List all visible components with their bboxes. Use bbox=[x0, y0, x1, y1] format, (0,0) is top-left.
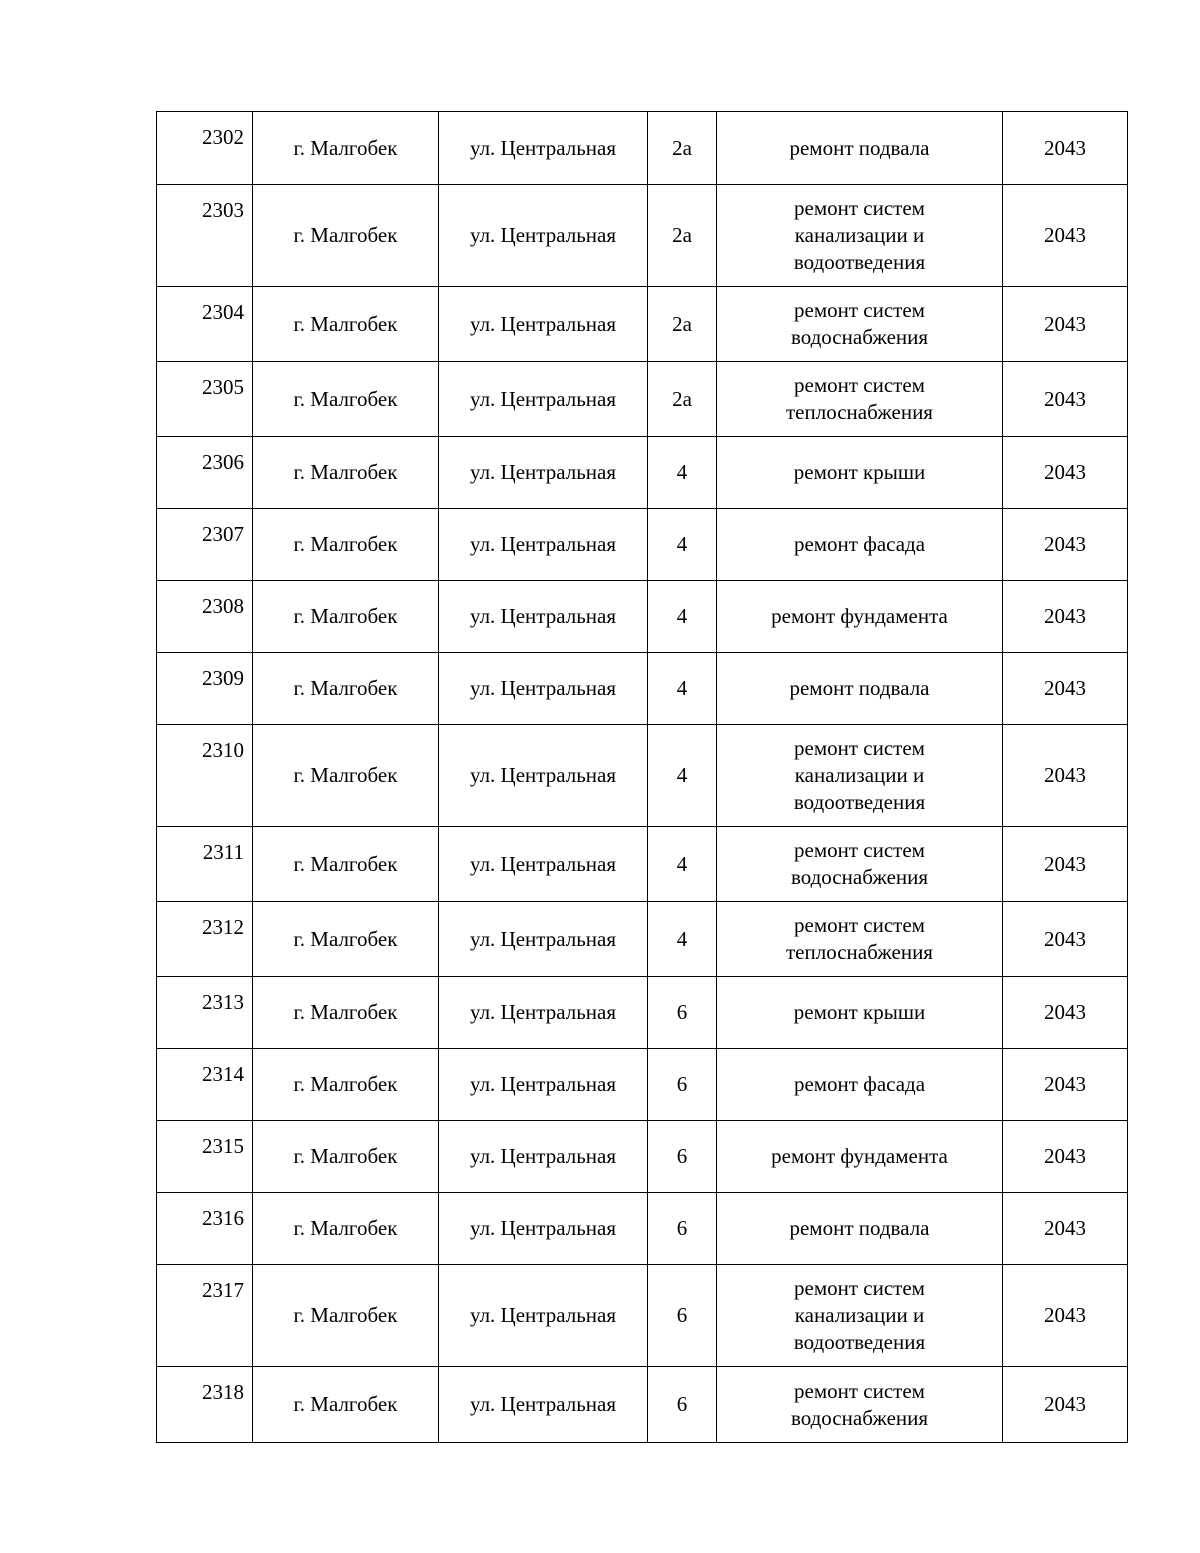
year-cell: 2043 bbox=[1003, 1367, 1128, 1443]
work-type-cell: ремонт систем водоснабжения bbox=[717, 287, 1003, 362]
table-row bbox=[157, 509, 1128, 581]
row-number: 2307 bbox=[157, 509, 253, 581]
work-type-cell: ремонт систем водоснабжения bbox=[717, 827, 1003, 902]
year-cell: 2043 bbox=[1003, 902, 1128, 977]
city-cell: г. Малгобек bbox=[253, 437, 439, 509]
house-cell: 6 bbox=[648, 1049, 717, 1121]
work-type-cell: ремонт систем теплоснабжения bbox=[717, 362, 1003, 437]
table-row bbox=[157, 185, 1128, 287]
street-cell: ул. Центральная bbox=[439, 1265, 648, 1367]
house-cell: 4 bbox=[648, 902, 717, 977]
city-cell: г. Малгобек bbox=[253, 1367, 439, 1443]
work-type-cell: ремонт подвала bbox=[717, 112, 1003, 185]
row-number: 2302 bbox=[157, 112, 253, 185]
work-type-cell: ремонт фасада bbox=[717, 1049, 1003, 1121]
table-row bbox=[157, 1049, 1128, 1121]
house-cell: 6 bbox=[648, 1121, 717, 1193]
house-cell: 4 bbox=[648, 509, 717, 581]
row-number: 2308 bbox=[157, 581, 253, 653]
house-cell: 4 bbox=[648, 581, 717, 653]
city-cell: г. Малгобек bbox=[253, 112, 439, 185]
work-type-cell: ремонт систем водоснабжения bbox=[717, 1367, 1003, 1443]
year-cell: 2043 bbox=[1003, 653, 1128, 725]
work-type-cell: ремонт систем канализации и водоотведения bbox=[717, 725, 1003, 827]
table-row bbox=[157, 112, 1128, 185]
street-cell: ул. Центральная bbox=[439, 653, 648, 725]
street-cell: ул. Центральная bbox=[439, 977, 648, 1049]
city-cell: г. Малгобек bbox=[253, 1121, 439, 1193]
row-number: 2316 bbox=[157, 1193, 253, 1265]
table-row bbox=[157, 1121, 1128, 1193]
table-row bbox=[157, 902, 1128, 977]
house-cell: 2а bbox=[648, 185, 717, 287]
table-row bbox=[157, 827, 1128, 902]
row-number: 2305 bbox=[157, 362, 253, 437]
work-type-cell: ремонт подвала bbox=[717, 1193, 1003, 1265]
house-cell: 2а bbox=[648, 362, 717, 437]
house-cell: 4 bbox=[648, 437, 717, 509]
street-cell: ул. Центральная bbox=[439, 185, 648, 287]
city-cell: г. Малгобек bbox=[253, 1049, 439, 1121]
city-cell: г. Малгобек bbox=[253, 509, 439, 581]
table-row bbox=[157, 1367, 1128, 1443]
year-cell: 2043 bbox=[1003, 1265, 1128, 1367]
row-number: 2317 bbox=[157, 1265, 253, 1367]
city-cell: г. Малгобек bbox=[253, 902, 439, 977]
repair-schedule-table bbox=[156, 111, 1128, 1443]
work-type-cell: ремонт фундамента bbox=[717, 1121, 1003, 1193]
year-cell: 2043 bbox=[1003, 509, 1128, 581]
year-cell: 2043 bbox=[1003, 362, 1128, 437]
street-cell: ул. Центральная bbox=[439, 581, 648, 653]
row-number: 2315 bbox=[157, 1121, 253, 1193]
year-cell: 2043 bbox=[1003, 827, 1128, 902]
street-cell: ул. Центральная bbox=[439, 902, 648, 977]
house-cell: 2а bbox=[648, 287, 717, 362]
table-row bbox=[157, 581, 1128, 653]
work-type-cell: ремонт подвала bbox=[717, 653, 1003, 725]
row-number: 2314 bbox=[157, 1049, 253, 1121]
table-row bbox=[157, 1265, 1128, 1367]
city-cell: г. Малгобек bbox=[253, 581, 439, 653]
work-type-cell: ремонт фундамента bbox=[717, 581, 1003, 653]
row-number: 2311 bbox=[157, 827, 253, 902]
street-cell: ул. Центральная bbox=[439, 362, 648, 437]
street-cell: ул. Центральная bbox=[439, 287, 648, 362]
row-number: 2303 bbox=[157, 185, 253, 287]
year-cell: 2043 bbox=[1003, 1049, 1128, 1121]
city-cell: г. Малгобек bbox=[253, 1193, 439, 1265]
row-number: 2313 bbox=[157, 977, 253, 1049]
year-cell: 2043 bbox=[1003, 185, 1128, 287]
work-type-cell: ремонт систем канализации и водоотведения bbox=[717, 1265, 1003, 1367]
year-cell: 2043 bbox=[1003, 112, 1128, 185]
city-cell: г. Малгобек bbox=[253, 725, 439, 827]
city-cell: г. Малгобек bbox=[253, 977, 439, 1049]
house-cell: 4 bbox=[648, 725, 717, 827]
row-number: 2309 bbox=[157, 653, 253, 725]
table-row bbox=[157, 725, 1128, 827]
work-type-cell: ремонт систем канализации и водоотведения bbox=[717, 185, 1003, 287]
street-cell: ул. Центральная bbox=[439, 827, 648, 902]
street-cell: ул. Центральная bbox=[439, 437, 648, 509]
street-cell: ул. Центральная bbox=[439, 1049, 648, 1121]
city-cell: г. Малгобек bbox=[253, 287, 439, 362]
year-cell: 2043 bbox=[1003, 977, 1128, 1049]
city-cell: г. Малгобек bbox=[253, 185, 439, 287]
city-cell: г. Малгобек bbox=[253, 827, 439, 902]
table-row bbox=[157, 1193, 1128, 1265]
work-type-cell: ремонт крыши bbox=[717, 437, 1003, 509]
table-row bbox=[157, 653, 1128, 725]
row-number: 2310 bbox=[157, 725, 253, 827]
work-type-cell: ремонт крыши bbox=[717, 977, 1003, 1049]
city-cell: г. Малгобек bbox=[253, 362, 439, 437]
year-cell: 2043 bbox=[1003, 1193, 1128, 1265]
house-cell: 6 bbox=[648, 1193, 717, 1265]
row-number: 2306 bbox=[157, 437, 253, 509]
year-cell: 2043 bbox=[1003, 581, 1128, 653]
house-cell: 4 bbox=[648, 653, 717, 725]
house-cell: 6 bbox=[648, 1265, 717, 1367]
table-row bbox=[157, 362, 1128, 437]
table-row bbox=[157, 977, 1128, 1049]
street-cell: ул. Центральная bbox=[439, 1121, 648, 1193]
street-cell: ул. Центральная bbox=[439, 509, 648, 581]
street-cell: ул. Центральная bbox=[439, 112, 648, 185]
house-cell: 6 bbox=[648, 1367, 717, 1443]
street-cell: ул. Центральная bbox=[439, 1193, 648, 1265]
year-cell: 2043 bbox=[1003, 287, 1128, 362]
street-cell: ул. Центральная bbox=[439, 1367, 648, 1443]
year-cell: 2043 bbox=[1003, 725, 1128, 827]
house-cell: 4 bbox=[648, 827, 717, 902]
table-row bbox=[157, 287, 1128, 362]
row-number: 2318 bbox=[157, 1367, 253, 1443]
row-number: 2312 bbox=[157, 902, 253, 977]
row-number: 2304 bbox=[157, 287, 253, 362]
work-type-cell: ремонт фасада bbox=[717, 509, 1003, 581]
year-cell: 2043 bbox=[1003, 1121, 1128, 1193]
year-cell: 2043 bbox=[1003, 437, 1128, 509]
house-cell: 2а bbox=[648, 112, 717, 185]
street-cell: ул. Центральная bbox=[439, 725, 648, 827]
city-cell: г. Малгобек bbox=[253, 653, 439, 725]
work-type-cell: ремонт систем теплоснабжения bbox=[717, 902, 1003, 977]
table-row bbox=[157, 437, 1128, 509]
city-cell: г. Малгобек bbox=[253, 1265, 439, 1367]
house-cell: 6 bbox=[648, 977, 717, 1049]
